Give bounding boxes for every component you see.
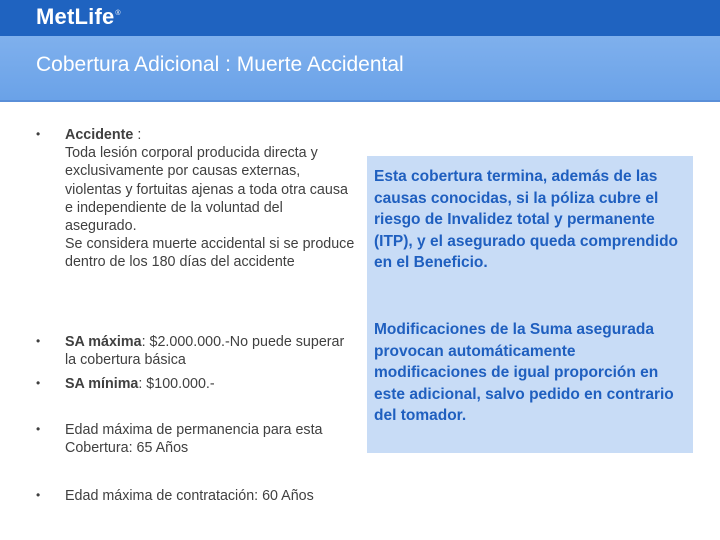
termination-paragraph: Esta cobertura termina, además de las causas conocidas, si la póliza cubre el riesgo de Invalidez total y permanente (ITP), y el asegurado queda comprendido en el Beneficio. bbox=[374, 168, 679, 272]
sa-minima-label: SA mínima bbox=[65, 376, 139, 392]
accidente-definition: Toda lesión corporal producida directa y exclusivamente por causas externas, violentas y fortuitas ajenas a toda otra causa e independiente de la voluntad del asegurado. bbox=[65, 145, 348, 235]
edad-permanencia-item: Edad máxima de permanencia para esta Cobertura: 65 Años bbox=[65, 422, 323, 457]
accidente-heading bbox=[65, 126, 357, 144]
bullet-marker: • bbox=[36, 488, 41, 502]
accidente-label-suffix: : bbox=[133, 127, 142, 143]
modification-paragraph: Modificaciones de la Suma asegurada provocan automáticamente modificaciones de igual proporción en este adicional, salvo pedido en contrario del tomador. bbox=[374, 321, 674, 425]
sa-minima-value: : $100.000.- bbox=[138, 376, 215, 392]
edad-contratacion-item: Edad máxima de contratación: 60 Años bbox=[65, 488, 314, 504]
accidente-label: Accidente bbox=[65, 127, 134, 143]
header-bar bbox=[0, 0, 720, 36]
bullet-marker: • bbox=[36, 422, 41, 436]
metlife-logo bbox=[36, 4, 121, 30]
page-title: Cobertura Adicional : Muerte Accidental bbox=[36, 53, 404, 76]
bullet-marker: • bbox=[36, 127, 41, 141]
sa-maxima-label: SA máxima bbox=[65, 334, 142, 350]
sa-maxima-item bbox=[65, 333, 345, 369]
bullet-marker: • bbox=[36, 376, 41, 390]
registered-mark: ® bbox=[115, 10, 121, 17]
accidente-note: Se considera muerte accidental si se produce dentro de los 180 días del accidente bbox=[65, 236, 355, 271]
bullet-marker: • bbox=[36, 334, 41, 348]
sa-minima-item bbox=[65, 375, 357, 393]
logo-text: MetLife bbox=[36, 4, 115, 29]
sa-maxima-value: : $2.000.000.-No puede superar la cobertura básica bbox=[65, 334, 345, 369]
accidente-item bbox=[65, 126, 357, 272]
